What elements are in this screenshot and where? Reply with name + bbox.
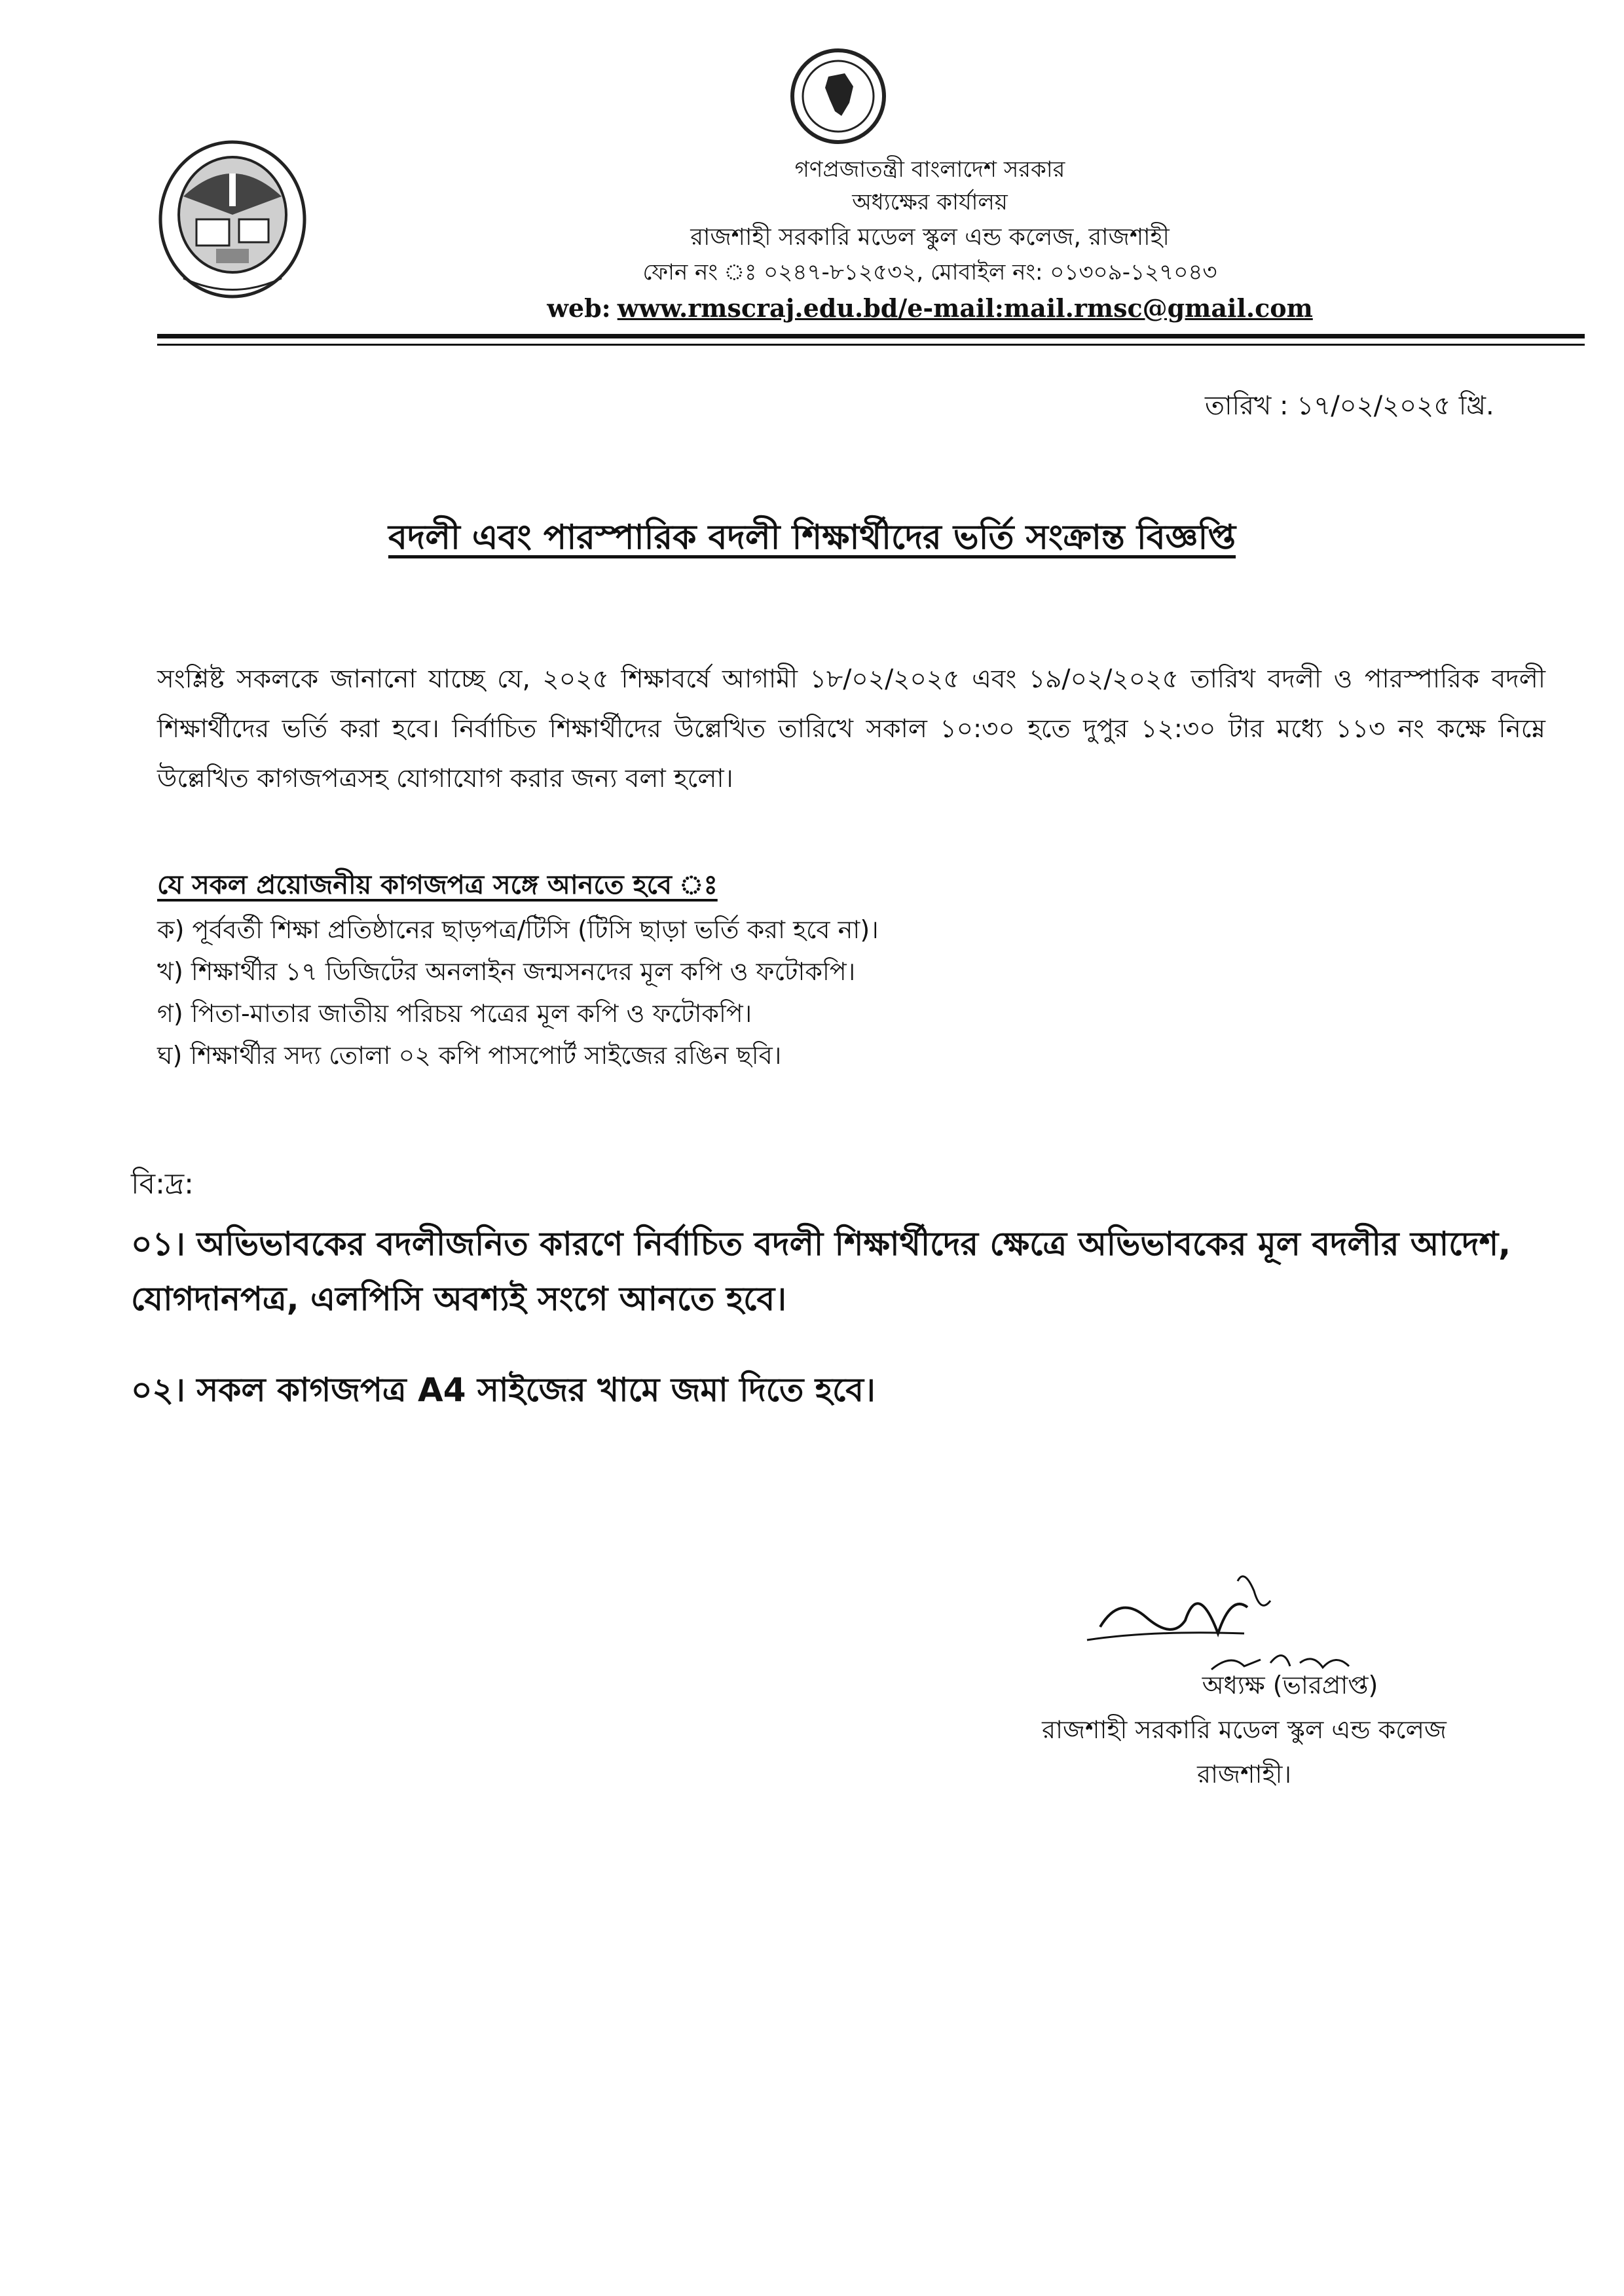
requirements-heading: যে সকল প্রয়োজনীয় কাগজপত্র সঙ্গে আনতে হবে ঃ (157, 870, 718, 900)
header-web-line (0, 293, 1624, 323)
note-label: বি:দ্র: (131, 1167, 194, 1201)
requirement-item: খ) শিক্ষার্থীর ১৭ ডিজিটের অনলাইন জন্মসনদের মূল কপি ও ফটোকপি। (157, 957, 856, 986)
notice-title-text: বদলী এবং পারস্পারিক বদলী শিক্ষার্থীদের ভর্তি সংক্রান্ত বিজ্ঞপ্তি (388, 518, 1236, 557)
requirement-item: ঘ) শিক্ষার্থীর সদ্য তোলা ০২ কপি পাসপোর্ট সাইজের রঙিন ছবি। (157, 1041, 782, 1070)
note-item: ০১। অভিভাবকের বদলীজনিত কারণে নির্বাচিত বদলী শিক্ষার্থীদের ক্ষেত্রে অভিভাবকের মূল বদলীর আদেশ, যোগদানপত্র, এলপিসি অবশ্যই সংগে আনতে হবে। (131, 1225, 1511, 1318)
header-divider-thin (157, 344, 1585, 346)
requirement-item: গ) পিতা-মাতার জাতীয় পরিচয় পত্রের মূল কপি ও ফটোকপি। (157, 999, 752, 1028)
notice-date: তারিখ : ১৭/০২/২০২৫ খ্রি. (1205, 391, 1494, 421)
header-govt-name: গণপ্রজাতন্ত্রী বাংলাদেশ সরকার (794, 156, 1065, 183)
notice-title (0, 511, 1624, 568)
web-label: web: (547, 293, 611, 323)
notice-body-paragraph: সংশ্লিষ্ট সকলকে জানানো যাচ্ছে যে, ২০২৫ শিক্ষাবর্ষে আগামী ১৮/০২/২০২৫ এবং ১৯/০২/২০২৫ তারিখ বদলী ও পারস্পারিক বদলী শিক্ষার্থীদের ভর্তি করা হবে। নির্বাচিত শিক্ষার্থীদের উল্লেখিত তারিখে সকাল ১০:৩০ হতে দুপুর ১২:৩০ টার মধ্যে ১১৩ নং কক্ষে নিম্নে উল্লেখিত কাগজপত্রসহ যোগাযোগ করার জন্য বলা হলো। (157, 665, 1545, 793)
note-item: ০২। সকল কাগজপত্র A4 সাইজের খামে জমা দিতে হবে। (131, 1371, 876, 1409)
header-institution-name: রাজশাহী সরকারি মডেল স্কুল এন্ড কলেজ, রাজশাহী (690, 224, 1170, 251)
header-contact-numbers: ফোন নং ঃ ০২৪৭-৮১২৫৩২, মোবাইল নং: ০১৩০৯-১২৭০৪৩ (642, 259, 1217, 285)
requirement-item: ক) পূর্ববর্তী শিক্ষা প্রতিষ্ঠানের ছাড়পত্র/টিসি (টিসি ছাড়া ভর্তি করা হবে না)। (157, 915, 879, 944)
signatory-designation: অধ্যক্ষ (ভারপ্রাপ্ত) (1202, 1671, 1378, 1700)
website-email-link[interactable]: www.rmscraj.edu.bd/e-mail:mail.rmsc@gmail.com (617, 293, 1313, 323)
signatory-city: রাজশাহী। (1197, 1760, 1291, 1789)
government-emblem (789, 47, 887, 145)
signature-block (950, 1663, 1539, 1796)
notes-list (131, 1216, 1532, 1453)
header-office-name: অধ্যক্ষের কার্যালয় (852, 189, 1008, 215)
signatory-institution: রাজশাহী সরকারি মডেল স্কুল এন্ড কলেজ (1042, 1715, 1447, 1744)
requirements-list (157, 909, 879, 1076)
header-divider-thick (157, 334, 1585, 338)
